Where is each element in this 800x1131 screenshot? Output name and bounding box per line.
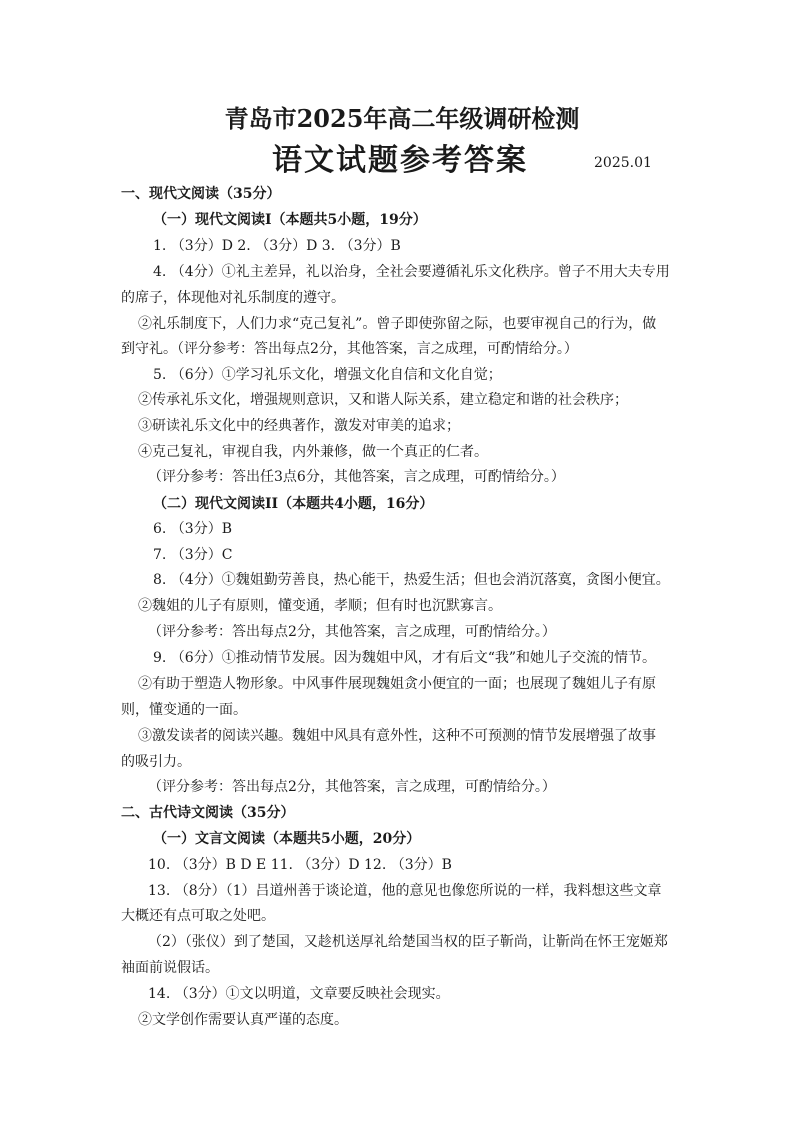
subsection-heading: （一）现代文阅读I（本题共5小题，19分） <box>153 212 427 228</box>
answer-line: 13. （8分）（1）吕道州善于谈论道，他的意见也像您所说的一样，我料想这些文章 <box>148 883 662 899</box>
answer-line: ②传承礼乐文化，增强规则意识，又和谐人际关系，建立稳定和谐的社会秩序； <box>138 392 628 408</box>
answer-line: 的吸引力。 <box>121 754 191 770</box>
answer-line: 袖面前说假话。 <box>121 960 219 976</box>
answer-line: 到守礼。（评分参考：答出每点2分，其他答案，言之成理，可酌情给分。） <box>121 341 578 357</box>
answer-line: 14. （3分）①文以明道，文章要反映社会现实。 <box>148 986 450 1002</box>
answer-line: 8. （4分）①魏姐勤劳善良，热心能干，热爱生活；但也会消沉落寞，贪图小便宜。 <box>153 572 670 588</box>
answer-line: 则，懂变通的一面。 <box>121 702 247 718</box>
answer-line: （2）（张仪）到了楚国，又趁机送厚礼给楚国当权的臣子靳尚，让靳尚在怀王宠姬郑 <box>148 934 668 950</box>
answer-line: ②礼乐制度下，人们力求“克己复礼”。曾子即使弥留之际，也要审视自己的行为，做 <box>138 316 657 332</box>
scoring-note: （评分参考：答出任3点6分，其他答案，言之成理，可酌情给分。） <box>148 469 565 485</box>
subsection-heading: （二）现代文阅读II（本题共4小题，16分） <box>153 496 434 512</box>
section-heading: 一、现代文阅读（35分） <box>121 186 281 202</box>
section-heading: 二、古代诗文阅读（35分） <box>121 805 295 821</box>
scoring-note: （评分参考：答出每点2分，其他答案，言之成理，可酌情给分。） <box>148 779 556 795</box>
answer-line: ③激发读者的阅读兴趣。魏姐中风具有意外性，这种不可预测的情节发展增强了故事 <box>138 728 656 744</box>
answer-line: 7. （3分）C <box>153 547 233 563</box>
answer-line: 1. （3分）D 2. （3分）D 3. （3分）B <box>153 238 401 254</box>
answer-line: ②文学创作需要认真严谨的态度。 <box>138 1012 348 1028</box>
answer-line: ②有助于塑造人物形象。中风事件展现魏姐贪小便宜的一面；也展现了魏姐儿子有原 <box>138 676 656 692</box>
answer-line: ④克己复礼，审视自我，内外兼修，做一个真正的仁者。 <box>138 444 488 460</box>
answer-line: ②魏姐的儿子有原则，懂变通，孝顺；但有时也沉默寡言。 <box>138 598 502 614</box>
answer-line: 6. （3分）B <box>153 521 233 537</box>
scoring-note: （评分参考：答出每点2分，其他答案，言之成理，可酌情给分。） <box>148 624 556 640</box>
document-subtitle: 语文试题参考答案 <box>272 143 528 178</box>
subsection-heading: （一）文言文阅读（本题共5小题，20分） <box>153 831 421 847</box>
answer-line: ③研读礼乐文化中的经典著作，激发对审美的追求； <box>138 418 460 434</box>
answer-line: 大概还有点可取之处吧。 <box>121 908 275 924</box>
answer-line: 10. （3分）B D E 11. （3分）D 12. （3分）B <box>148 857 452 873</box>
answer-line: 4. （4分）①礼主差异，礼以治身，全社会要遵循礼乐文化秩序。曾子不用大夫专用 <box>153 264 670 280</box>
document-date: 2025.01 <box>594 155 652 171</box>
answer-line: 9. （6分）①推动情节发展。因为魏姐中风，才有后文“我”和她儿子交流的情节。 <box>153 650 657 666</box>
document-title: 青岛市2025年高二年级调研检测 <box>224 104 580 133</box>
answer-line: 的席子，体现他对礼乐制度的遵守。 <box>121 290 345 306</box>
answer-line: 5. （6分）①学习礼乐文化，增强文化自信和文化自觉； <box>153 367 502 383</box>
